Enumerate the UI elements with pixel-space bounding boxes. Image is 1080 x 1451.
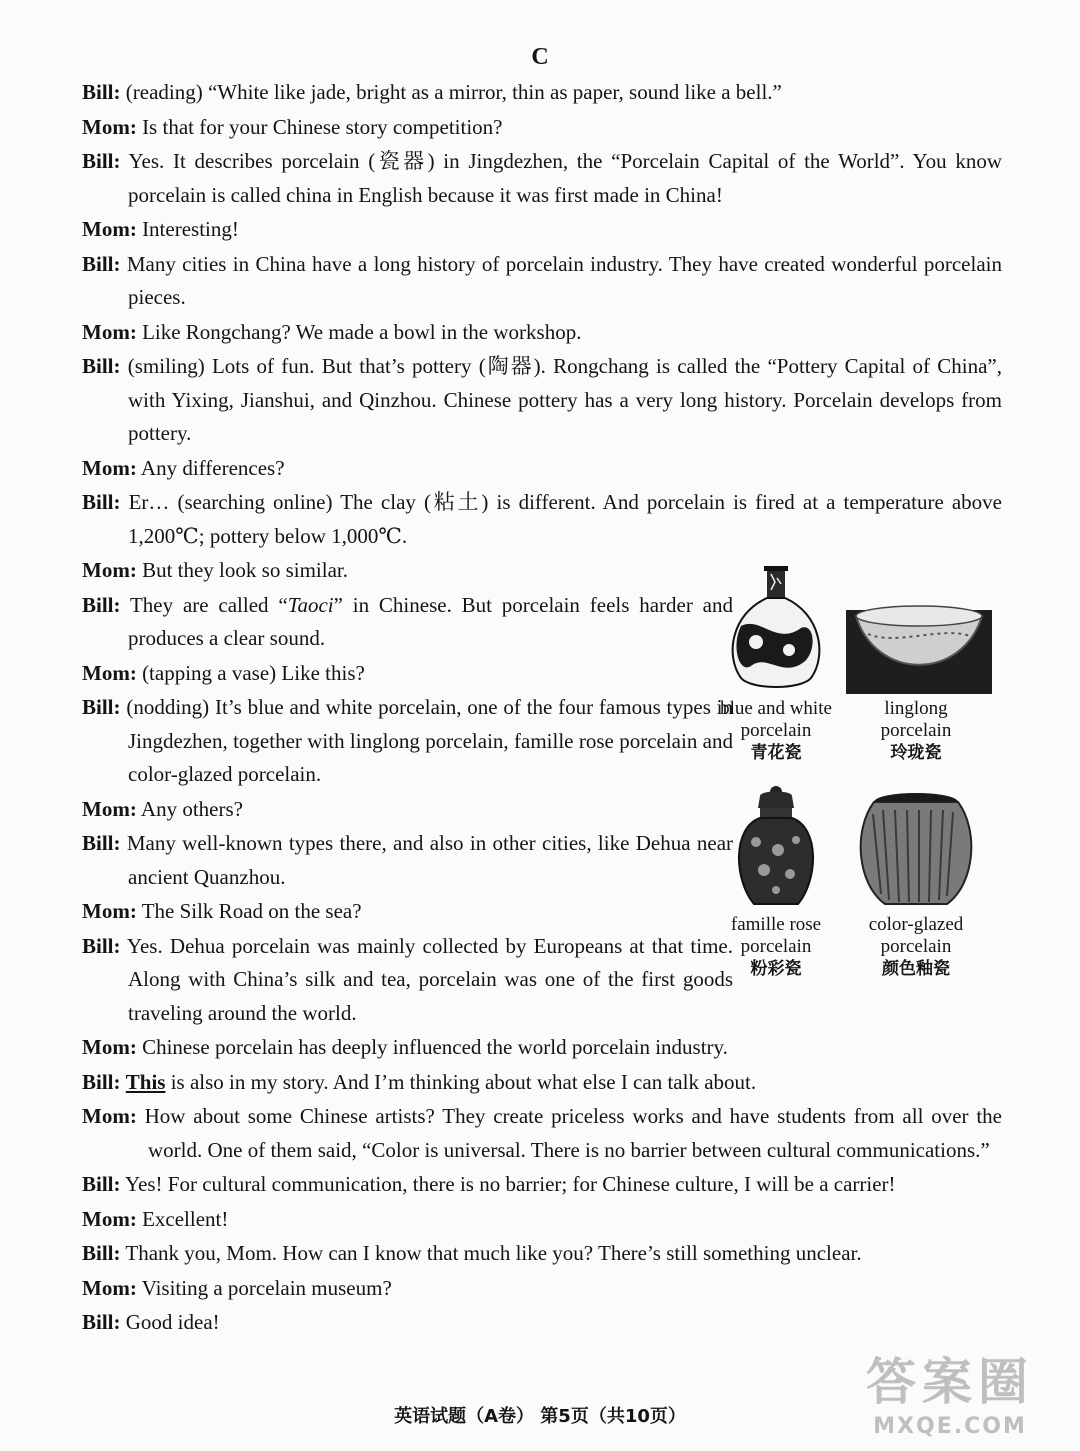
figure-caption xyxy=(846,914,986,980)
section-letter: C xyxy=(531,44,549,70)
dialogue-line xyxy=(82,589,733,656)
utterance-post: ” in Chinese. But porcelain feels harder and produces a clear sound. xyxy=(128,592,733,650)
utterance: Chinese porcelain has deeply influenced the world porcelain industry. xyxy=(142,1035,728,1059)
underlined-word: This xyxy=(125,1069,166,1094)
speaker: Bill: xyxy=(82,592,121,617)
caption-en-2: porcelain xyxy=(740,720,812,741)
utterance: The Silk Road on the sea? xyxy=(141,899,362,923)
dialogue-line xyxy=(82,1100,1002,1167)
figure-linglong xyxy=(846,566,986,764)
dialogue-line xyxy=(82,316,1002,350)
speaker: Mom: xyxy=(82,217,137,241)
caption-en-1: blue and white xyxy=(720,698,832,719)
speaker: Mom: xyxy=(82,558,137,582)
speaker: Mom: xyxy=(82,114,137,139)
dialogue-line xyxy=(82,930,733,1031)
speaker: Mom: xyxy=(82,1104,137,1128)
caption-zh: 青花瓷 xyxy=(750,743,802,763)
figure-blue-white xyxy=(706,566,846,764)
utterance: Any others? xyxy=(140,796,243,821)
dialogue-line xyxy=(82,350,1002,451)
utterance: Like Rongchang? We made a bowl in the workshop. xyxy=(142,319,582,344)
speaker: Mom: xyxy=(82,1206,137,1231)
porcelain-figures xyxy=(706,566,996,996)
speaker: Mom: xyxy=(82,455,137,480)
caption-en-2: porcelain xyxy=(880,936,952,957)
dialogue-line xyxy=(82,793,733,827)
utterance-pre: They are called “ xyxy=(129,592,288,617)
speaker: Mom: xyxy=(82,899,137,923)
caption-zh: 粉彩瓷 xyxy=(750,959,802,979)
bowl-image xyxy=(846,566,992,694)
speaker: Bill: xyxy=(82,149,121,173)
figure-famille-rose xyxy=(706,784,846,980)
speaker: Bill: xyxy=(82,80,121,104)
caption-en-1: famille rose xyxy=(730,914,822,935)
dialogue-line xyxy=(82,76,1002,110)
dialogue-line xyxy=(82,895,733,929)
speaker: Bill: xyxy=(82,933,121,958)
speaker: Mom: xyxy=(82,796,137,821)
dialogue-line xyxy=(82,213,1002,247)
caption-en-2: porcelain xyxy=(880,720,952,741)
figure-caption xyxy=(706,698,846,764)
dialogue-line xyxy=(82,657,733,691)
caption-zh: 颜色釉瓷 xyxy=(882,959,950,979)
utterance: Good idea! xyxy=(125,1310,220,1334)
caption-zh: 玲珑瓷 xyxy=(890,743,942,763)
caption-en-2: porcelain xyxy=(740,936,812,957)
dialogue-line xyxy=(82,1306,1002,1340)
utterance-italic: Taoci xyxy=(287,592,334,617)
dialogue-line xyxy=(82,452,1002,486)
utterance: (tapping a vase) Like this? xyxy=(142,660,365,685)
speaker: Mom: xyxy=(82,1035,137,1059)
speaker: Bill: xyxy=(82,251,121,276)
speaker: Mom: xyxy=(82,660,137,685)
watermark-line-2: MXQE.COM xyxy=(873,1414,1027,1439)
utterance: Yes. Dehua porcelain was mainly collected by Europeans at that time. Along with China’s silk and tea, porcelain was one of the first goods traveling around the world. xyxy=(126,933,733,1025)
dialogue-line xyxy=(82,145,1002,212)
utterance-post: is also in my story. And I’m thinking about what else I can talk about. xyxy=(165,1069,757,1094)
dialogue-line xyxy=(82,486,1002,553)
utterance: Many cities in China have a long history of porcelain industry. They have created wonderful porcelain pieces. xyxy=(126,251,1002,309)
speaker: Bill: xyxy=(82,1310,121,1334)
jar-image xyxy=(726,784,826,910)
figure-color-glazed xyxy=(846,790,986,980)
page-footer: 英语试题（A卷） 第5页（共10页） xyxy=(394,1406,686,1427)
dialogue-line xyxy=(82,554,733,588)
watermark xyxy=(840,1342,1060,1439)
dialogue-line xyxy=(82,1272,1002,1306)
speaker: Mom: xyxy=(82,319,137,344)
utterance: Excellent! xyxy=(142,1206,229,1231)
speaker: Bill: xyxy=(82,1241,121,1265)
speaker: Bill: xyxy=(82,695,121,719)
dialogue-line xyxy=(82,827,733,894)
speaker: Bill: xyxy=(82,831,121,855)
utterance: Thank you, Mom. How can I know that much like you? There’s still something unclear. xyxy=(125,1241,862,1265)
utterance: Any differences? xyxy=(140,455,285,480)
caption-en-1: color-glazed xyxy=(868,914,964,935)
utterance: Er… (searching online) The clay (粘土) is different. And porcelain is fired at a temperature above 1,200℃; pottery below 1,000℃. xyxy=(128,490,1002,548)
watermark-line-1: 答案圈 xyxy=(866,1353,1034,1411)
utterance: But they look so similar. xyxy=(142,558,348,582)
utterance: Interesting! xyxy=(142,217,239,241)
dialogue-line xyxy=(82,1031,1002,1065)
utterance: Yes. It describes porcelain (瓷器) in Jingdezhen, the “Porcelain Capital of the World”. You know porcelain is called china in English because it was first made in China! xyxy=(128,149,1002,207)
figure-caption xyxy=(706,914,846,980)
utterance: Visiting a porcelain museum? xyxy=(141,1275,392,1300)
utterance: Is that for your Chinese story competition? xyxy=(142,114,503,139)
caption-en-1: linglong xyxy=(884,698,948,719)
utterance: Yes! For cultural communication, there is no barrier; for Chinese culture, I will be a carrier! xyxy=(125,1172,896,1196)
utterance: (reading) “White like jade, bright as a mirror, thin as paper, sound like a bell.” xyxy=(125,80,782,104)
vase-image xyxy=(721,566,831,694)
speaker: Mom: xyxy=(82,1275,137,1300)
figure-caption xyxy=(846,698,986,764)
speaker: Bill: xyxy=(82,1172,121,1196)
speaker: Bill: xyxy=(82,354,121,378)
utterance: (nodding) It’s blue and white porcelain, one of the four famous types in Jingdezhen, together with linglong porcelain, famille rose porcelain and color-glazed porcelain. xyxy=(126,695,734,786)
dialogue-line xyxy=(82,1066,1002,1100)
dialogue-line xyxy=(82,1237,1002,1271)
utterance: Many well-known types there, and also in other cities, like Dehua near ancient Quanzhou. xyxy=(126,831,734,889)
dialogue-line xyxy=(82,1203,1002,1237)
speaker: Bill: xyxy=(82,1069,121,1094)
utterance: (smiling) Lots of fun. But that’s pottery (陶器). Rongchang is called the “Pottery Capital of China”, with Yixing, Jianshui, and Qinzhou. Chinese pottery has a very long history. Porcelain develops from pottery. xyxy=(127,354,1002,445)
utterance: How about some Chinese artists? They create priceless works and have students from all over the world. One of them said, “Color is universal. There is no barrier between cultural communications.” xyxy=(144,1104,1002,1162)
speaker: Bill: xyxy=(82,490,121,514)
glazed-jar-image xyxy=(853,790,979,910)
dialogue-line xyxy=(82,248,1002,315)
dialogue-line xyxy=(82,111,1002,145)
dialogue-line xyxy=(82,691,733,792)
dialogue-line xyxy=(82,1168,1002,1202)
